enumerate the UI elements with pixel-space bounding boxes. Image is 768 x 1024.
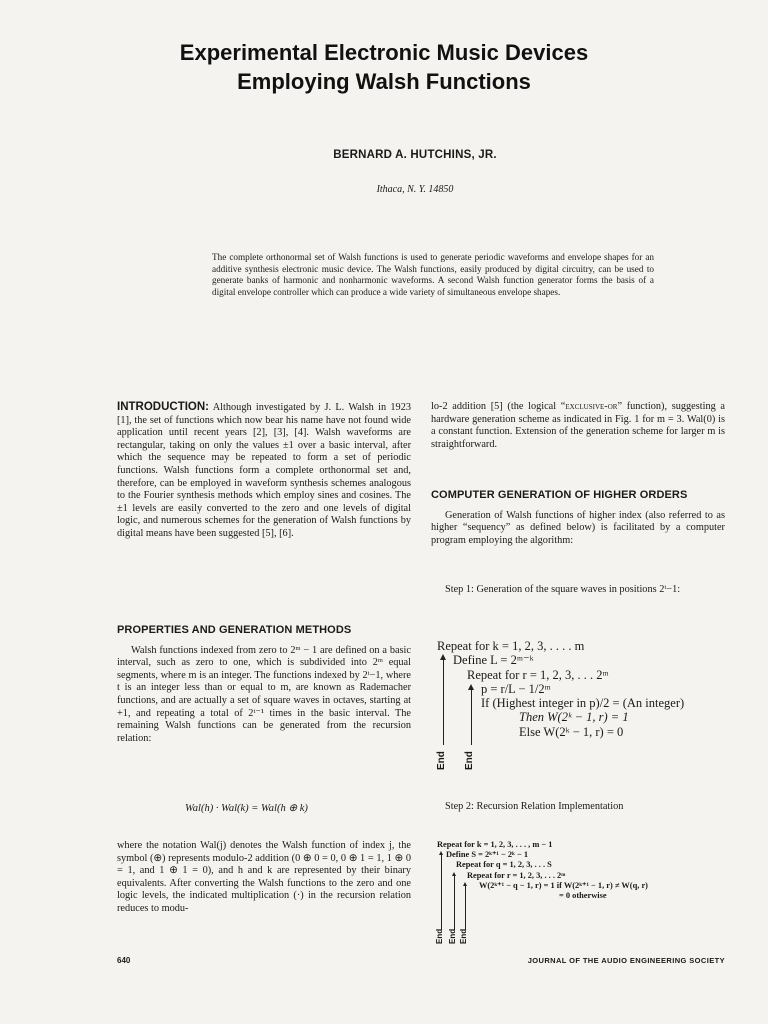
introduction-heading: INTRODUCTION: — [117, 401, 209, 413]
loop2-bar-1 — [441, 855, 442, 930]
algo2-line-6: = 0 otherwise — [559, 891, 607, 901]
author-affiliation: Ithaca, N. Y. 14850 — [376, 184, 454, 195]
continuation-text-b: ” function), suggesting a hardware generation scheme as indicated in Fig. 1 for m = 3. Wal(0) is a constant function. Extension of the generation scheme for larger m is straightforward. — [431, 401, 726, 450]
properties-section — [117, 624, 411, 745]
loop2-end-label-1: End — [435, 928, 444, 944]
journal-name: JOURNAL OF THE AUDIO ENGINEERING SOCIETY — [527, 956, 725, 965]
article-title — [0, 38, 768, 96]
introduction-section — [117, 401, 411, 541]
notation-paragraph: where the notation Wal(j) denotes the Walsh function of index j, the symbol (⊕) represents modulo-2 addition (0 ⊕ 0 = 0, 0 ⊕ 1 = 1, 1 ⊕ 0 = 1, and 1 ⊕ 1 = 0), and h and k are represented by their binary equivalents. After converting the Walsh functions to the zero and one logic levels, the indicated multiplication (·) in the recursion relation reduces to modu- — [117, 840, 411, 914]
end-label-inner: End — [464, 751, 475, 770]
introduction-text: Although investigated by J. L. Walsh in 1923 [1], the set of functions which now bear his name have not found wide application until recent years [2], [3], [4]. Walsh waveforms are rectangular, taking on only the values ±1 over a basic interval, after which the sequence may be repeated to form a set of periodic functions. Walsh functions form a complete orthonormal set and, therefore, can be employed in waveform synthesis schemes analogous to the Fourier synthesis methods which employ sines and cosines. The ±1 levels are easily converted to the zero and one levels of digital logic, and numerous schemes for the generation of Walsh functions by digital means have been suggested [5], [6]. — [117, 402, 411, 539]
loop2-end-label-2: End — [448, 928, 457, 944]
algo1-line-4: p = r/L − 1/2ᵐ — [481, 681, 551, 696]
step-1-text: Step 1: Generation of the square waves in positions 2ᵗ−1: — [445, 584, 681, 595]
algo2-line-3: Repeat for q = 1, 2, 3, . . . S — [456, 860, 552, 870]
author-name: BERNARD A. HUTCHINS, JR. — [333, 149, 497, 161]
algo1-line-5: If (Highest integer in p)/2 = (An integer) — [481, 696, 685, 711]
loop-bar-inner — [471, 689, 472, 745]
algo1-line-3: Repeat for r = 1, 2, 3, . . . 2ᵐ — [467, 667, 609, 682]
page-number: 640 — [117, 956, 131, 965]
loop2-bar-2 — [454, 876, 455, 930]
title-line-1: Experimental Electronic Music Devices — [179, 40, 589, 65]
end-label-outer: End — [436, 751, 447, 770]
continuation-text-a: lo-2 addition [5] (the logical “ — [431, 401, 566, 412]
continuation-paragraph — [431, 401, 725, 451]
loop2-end-label-3: End — [459, 928, 468, 944]
xor-term: exclusive-or — [565, 401, 618, 412]
algorithm-step-1 — [437, 639, 737, 739]
algo1-line-6: Then W(2ᵏ − 1, r) = 1 — [519, 710, 629, 725]
title-line-2: Employing Walsh Functions — [237, 69, 531, 94]
algo2-line-2: Define S = 2ᵏ⁺¹ − 2ᵏ − 1 — [446, 850, 529, 860]
computer-generation-text: Generation of Walsh functions of higher index (also referred to as higher “sequency” as defined below) is facilitated by a computer program employing the algorithm: — [431, 509, 725, 546]
properties-text: Walsh functions indexed from zero to 2ᵐ − 1 are defined on a basic interval, such as zero to one, which is subdivided into 2ᵐ equal segments, where m is an integer. The functions indexed by 2ᵗ−1, where t is an integer less than or equal to m, are known as Rademacher functions, and are actually a set of square waves in octaves, starting at +1, and repeating a total of 2ᵗ⁻¹ times in the basic interval. The remaining Walsh functions can be generated from the recursion relation: — [117, 644, 411, 744]
properties-heading: PROPERTIES AND GENERATION METHODS — [117, 624, 352, 636]
algo2-line-1: Repeat for k = 1, 2, 3, . . . , m − 1 — [437, 840, 553, 849]
computer-generation-section — [431, 489, 725, 547]
computer-generation-heading: COMPUTER GENERATION OF HIGHER ORDERS — [431, 489, 688, 501]
algo2-line-4: Repeat for r = 1, 2, 3, . . . 2ᵐ — [467, 870, 566, 880]
recursion-equation: Wal(h) · Wal(k) = Wal(h ⊕ k) — [185, 803, 308, 814]
algorithm-step-2 — [437, 840, 737, 901]
loop-bar-outer — [443, 659, 444, 745]
algo1-line-1: Repeat for k = 1, 2, 3, . . . . m — [437, 639, 585, 653]
algo2-line-5: W(2ᵏ⁺¹ − q − 1, r) = 1 if W(2ᵏ⁺¹ − 1, r) ≠ W(q, r) — [479, 880, 648, 890]
algo1-line-2: Define L = 2ᵐ⁻ᵏ — [453, 653, 534, 668]
algo1-line-7: Else W(2ᵏ − 1, r) = 0 — [519, 724, 624, 739]
loop2-bar-3 — [465, 886, 466, 930]
abstract: The complete orthonormal set of Walsh functions is used to generate periodic waveforms and envelope shapes for an additive synthesis electronic music device. The Walsh functions, easily produced by digital circuitry, can be used to generate banks of harmonic and nonharmonic waveforms. A second Walsh function generator forms the basis of a digital envelope controller which can produce a wide variety of simultaneous envelope shapes. — [212, 252, 654, 297]
step-2-text: Step 2: Recursion Relation Implementation — [445, 801, 624, 812]
